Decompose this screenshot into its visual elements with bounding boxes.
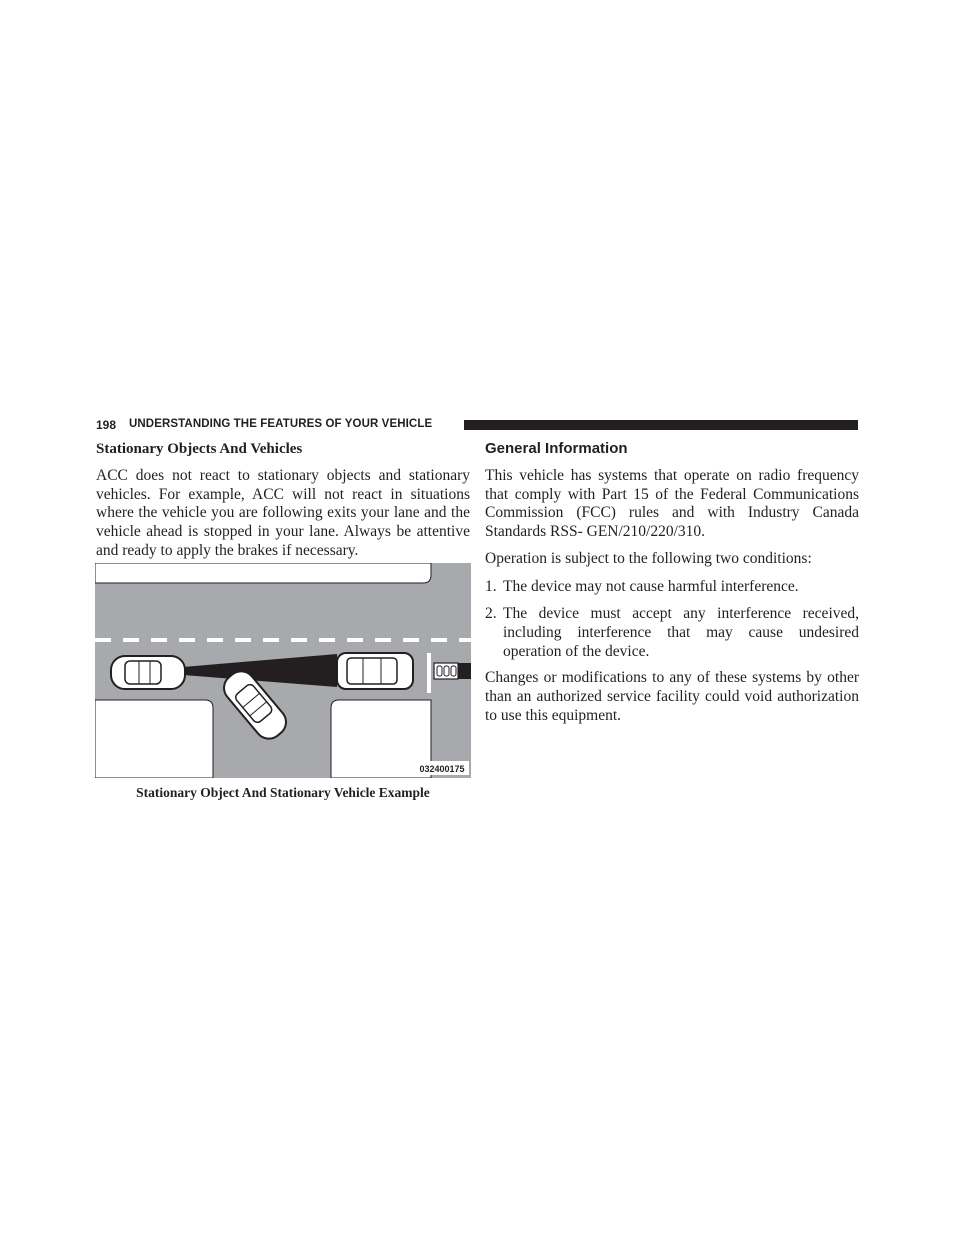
lower-left-block <box>95 700 213 778</box>
stationary-vehicle <box>337 653 413 689</box>
paragraph-acc: ACC does not react to stationary objects and stationary vehicles. For example, ACC will not react in situations where the vehicle you are following exits your lane and the vehicle ahead is stopped in your lane. Always be attentive and ready to apply the brakes if necessary. <box>96 467 470 559</box>
paragraph-modifications: Changes or modifications to any of these systems by other than an authorized service facility could void authorization to use this equipment. <box>485 669 859 724</box>
paragraph-fcc: This vehicle has systems that operate on radio frequency that comply with Part 15 of the Federal Communications Commission (FCC) rules and with Industry Canada Standards RSS- GEN/210/220/310. <box>485 467 859 541</box>
header-rule <box>464 420 858 430</box>
list-item <box>485 605 859 661</box>
stop-line <box>427 653 431 693</box>
traffic-signal-icon <box>434 663 471 679</box>
heading-stationary-objects: Stationary Objects And Vehicles <box>96 441 303 457</box>
left-column <box>96 440 470 561</box>
list-text: The device may not cause harmful interference. <box>503 577 799 595</box>
figure-code: 032400175 <box>419 764 465 774</box>
list-number: 1. <box>485 577 497 595</box>
conditions-list <box>485 578 859 662</box>
stationary-vehicle-illustration <box>95 563 471 778</box>
section-title: UNDERSTANDING THE FEATURES OF YOUR VEHICLE <box>129 418 433 430</box>
right-column <box>485 440 859 725</box>
list-text: The device must accept any interference received, including interference that may cause undesired operation of the device. <box>503 605 859 660</box>
page-number: 198 <box>96 418 117 432</box>
heading-general-information: General Information <box>485 440 628 457</box>
list-number: 2. <box>485 605 497 623</box>
paragraph-conditions: Operation is subject to the following two conditions: <box>485 549 812 567</box>
top-sidewalk <box>95 563 431 583</box>
acc-car <box>111 656 185 689</box>
page-header <box>96 416 858 434</box>
list-item <box>485 578 859 597</box>
figure-caption: Stationary Object And Stationary Vehicle Example <box>136 785 430 800</box>
